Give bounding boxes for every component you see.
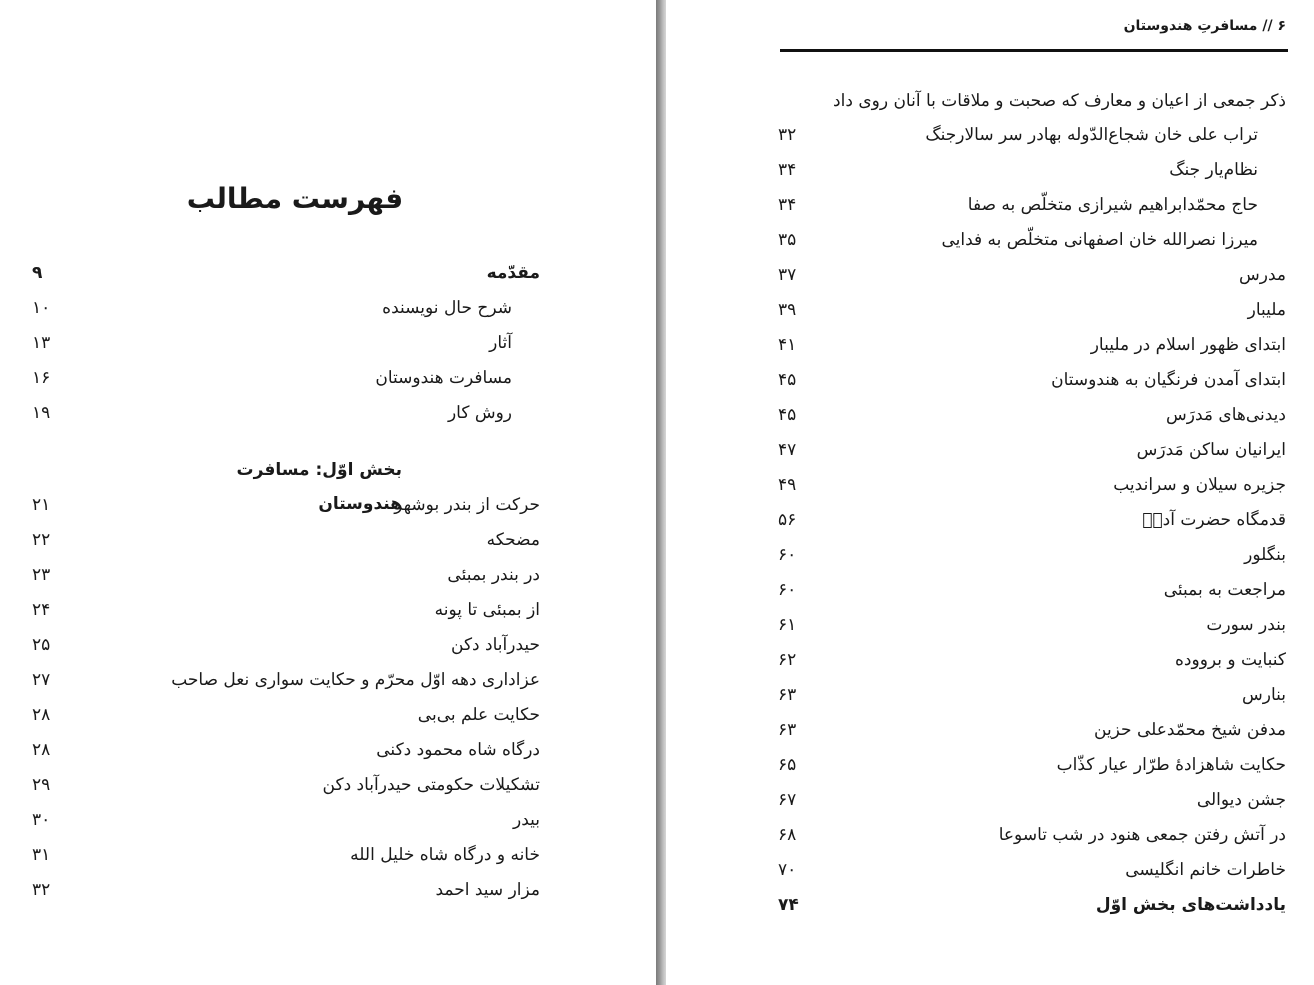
toc-entry-title: یادداشت‌های بخش اوّل: [1095, 895, 1286, 915]
toc-entry-title: کنبایت و برووده: [1175, 650, 1286, 670]
toc-entry-title: درگاه شاه محمود دکنی: [376, 740, 540, 760]
toc-entry-title: روش کار: [447, 403, 512, 423]
toc-entry: [0, 628, 656, 662]
section-heading: بخش اوّل: مسافرت هندوستان: [236, 460, 402, 514]
toc-page-number: ۷۴: [778, 895, 799, 915]
toc-entry: [0, 803, 656, 837]
toc-entry-title: تراب علی خان شجاع‌الدّوله بهادر سر سالارجنگ: [925, 125, 1258, 145]
toc-entry-title: خانه و درگاه شاه خلیل الله: [350, 845, 540, 865]
toc-entry-title: حرکت از بندر بوشهر: [394, 495, 540, 515]
toc-page-number: ۶۰: [778, 545, 797, 565]
toc-page-number: ۵۶: [778, 510, 797, 530]
toc-entry-title: ایرانیان ساکن مَدرَس: [1136, 440, 1286, 460]
toc-page-number: ۲۸: [32, 740, 51, 760]
toc-entry-title: ابتدای آمدن فرنگیان به هندوستان: [1051, 370, 1286, 390]
toc-page-number: ۲۸: [32, 705, 51, 725]
toc-entry-title: دیدنی‌های مَدرَس: [1166, 405, 1286, 425]
toc-page-number: ۲۹: [32, 775, 51, 795]
toc-entry: [0, 838, 656, 872]
toc-entry: [666, 433, 1314, 467]
toc-page-number: ۴۵: [778, 405, 797, 425]
toc-entry: [0, 593, 656, 627]
toc-page-number: ۴۵: [778, 370, 797, 390]
toc-entry: [0, 291, 656, 325]
toc-entry: [0, 698, 656, 732]
toc-entry: [0, 326, 656, 360]
toc-page-number: ۶۷: [778, 790, 797, 810]
toc-page-number: ۹: [32, 263, 43, 283]
book-gutter: [656, 0, 666, 985]
toc-entry: [0, 733, 656, 767]
toc-entry: [666, 398, 1314, 432]
toc-page-number: ۳۹: [778, 300, 797, 320]
toc-entry-title: جشن دیوالی: [1196, 790, 1286, 810]
toc-entry-title: مضحکه: [486, 530, 540, 550]
toc-entry: [0, 523, 656, 557]
toc-page-number: ۲۵: [32, 635, 51, 655]
toc-page-number: ۶۳: [778, 720, 797, 740]
toc-entry-title: میرزا نصرالله خان اصفهانی متخلّص به فدایی: [941, 230, 1258, 250]
running-head: ۶ // مسافرتِ هندوستان: [1123, 18, 1286, 34]
toc-page-number: ۳۴: [778, 160, 797, 180]
toc-page-number: ۳۲: [32, 880, 51, 900]
toc-page-number: ۳۱: [32, 845, 51, 865]
toc-entry: [666, 538, 1314, 572]
toc-entry-title: مسافرت هندوستان: [375, 368, 512, 388]
toc-entry-title: عزاداری دهه اوّل محرّم و حکایت سواری نعل صاحب: [171, 670, 540, 690]
header-rule: [780, 49, 1288, 52]
toc-entry-title: مدرس: [1239, 265, 1286, 285]
toc-page-number: ۶۸: [778, 825, 797, 845]
toc-entry: [666, 643, 1314, 677]
toc-entry-title: تشکیلات حکومتی حیدرآباد دکن: [322, 775, 540, 795]
toc-entry: [0, 396, 656, 430]
toc-entry-title: حیدرآباد دکن: [451, 635, 540, 655]
toc-entry: [0, 488, 656, 522]
toc-title: فهرست مطالب: [186, 182, 404, 215]
toc-page-number: ۶۱: [778, 615, 797, 635]
toc-entry: [666, 678, 1314, 712]
toc-entry-title: مزار سید احمد: [435, 880, 540, 900]
toc-entry: [666, 328, 1314, 362]
toc-entry: [666, 293, 1314, 327]
toc-page-number: ۲۲: [32, 530, 51, 550]
toc-entry: [666, 258, 1314, 292]
toc-entry: [0, 663, 656, 697]
toc-entry-title: مراجعت به بمبئی: [1163, 580, 1286, 600]
toc-entry-title: حکایت علم بی‌بی: [417, 705, 540, 725]
toc-entry-title: مقدّمه: [486, 263, 540, 283]
toc-entry-title: حکایت شاهزادهٔ طرّار عیار کذّاب: [1056, 755, 1286, 775]
toc-entry: [666, 153, 1314, 187]
toc-entry-title: در آتش رفتن جمعی هنود در شب تاسوعا: [998, 825, 1286, 845]
toc-entry: [0, 873, 656, 907]
toc-entry-title: بیدر: [513, 810, 540, 830]
toc-page-number: ۶۵: [778, 755, 797, 775]
toc-page-number: ۳۷: [778, 265, 797, 285]
toc-entry: [666, 818, 1314, 852]
toc-entry: [666, 608, 1314, 642]
toc-page-number: ۳۲: [778, 125, 797, 145]
toc-page-number: ۴۷: [778, 440, 797, 460]
toc-entry-title: شرح حال نویسنده: [382, 298, 512, 318]
toc-entry: [666, 503, 1314, 537]
toc-entry: [666, 888, 1314, 922]
toc-entry-title: قدمگاه حضرت آدمؑ: [1142, 510, 1286, 530]
toc-page-number: ۲۴: [32, 600, 51, 620]
toc-page-number: ۳۰: [32, 810, 51, 830]
toc-entry: [0, 558, 656, 592]
left-page: [0, 0, 656, 985]
toc-entry-title: بنارس: [1241, 685, 1286, 705]
toc-entry-title: آثار: [489, 333, 512, 353]
toc-entry-title: ملیبار: [1247, 300, 1286, 320]
toc-page-number: ۶۲: [778, 650, 797, 670]
right-page: [666, 0, 1314, 985]
toc-page-number: ۷۰: [778, 860, 797, 880]
toc-page-number: ۳۵: [778, 230, 797, 250]
toc-entry: [666, 223, 1314, 257]
toc-entry-title: از بمبئی تا پونه: [434, 600, 540, 620]
toc-entry-title: حاج محمّدابراهیم شیرازی متخلّص به صفا: [967, 195, 1258, 215]
toc-page-number: ۱۹: [32, 403, 51, 423]
toc-page-number: ۳۴: [778, 195, 797, 215]
toc-page-number: ۱۶: [32, 368, 51, 388]
toc-page-number: ۱۳: [32, 333, 51, 353]
toc-page-number: ۴۹: [778, 475, 797, 495]
toc-page-number: ۶۳: [778, 685, 797, 705]
toc-entry-title: مدفن شیخ محمّدعلی حزین: [1094, 720, 1286, 740]
toc-entry: [0, 361, 656, 395]
toc-page-number: ۲۳: [32, 565, 51, 585]
toc-entry-title: خاطرات خانم انگلیسی: [1125, 860, 1286, 880]
toc-entry-title: بندر سورت: [1206, 615, 1286, 635]
toc-entry: [666, 118, 1314, 152]
toc-entry: [666, 783, 1314, 817]
toc-entry: [666, 573, 1314, 607]
toc-entry: [666, 188, 1314, 222]
toc-entry: [0, 768, 656, 802]
toc-entry-title: بنگلور: [1244, 545, 1286, 565]
toc-entry: [666, 853, 1314, 887]
toc-group-heading: ذکر جمعی از اعیان و معارف که صحبت و ملاقات با آنان روی داد: [833, 91, 1286, 111]
toc-entry: [666, 713, 1314, 747]
toc-page-number: ۴۱: [778, 335, 797, 355]
toc-entry: [666, 468, 1314, 502]
toc-entry: [666, 748, 1314, 782]
toc-page-number: ۱۰: [32, 298, 51, 318]
toc-entry-title: در بندر بمبئی: [447, 565, 540, 585]
toc-entry-title: ابتدای ظهور اسلام در ملیبار: [1090, 335, 1286, 355]
toc-page-number: ۶۰: [778, 580, 797, 600]
toc-entry-title: نظام‌یار جنگ: [1169, 160, 1258, 180]
toc-entry: [0, 256, 656, 290]
toc-page-number: ۲۱: [32, 495, 51, 515]
toc-entry: [666, 363, 1314, 397]
toc-entry-title: جزیره سیلان و سراندیب: [1113, 475, 1286, 495]
toc-page-number: ۲۷: [32, 670, 51, 690]
